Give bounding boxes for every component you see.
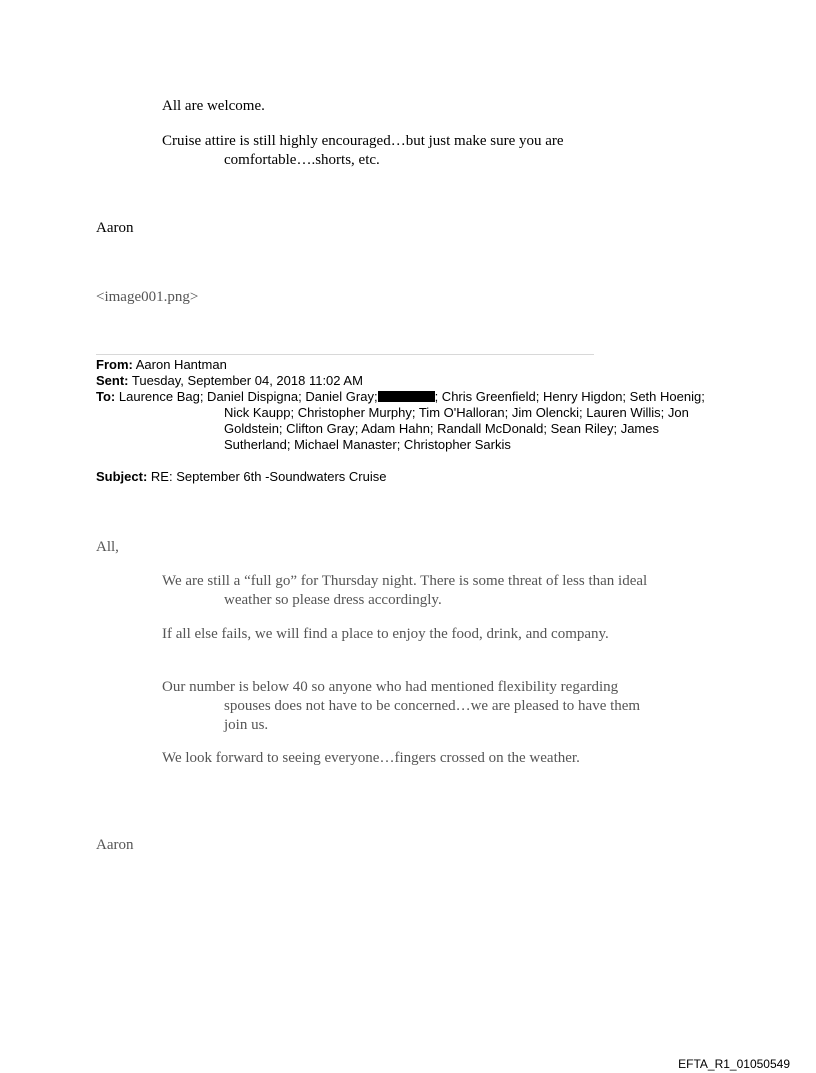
from-label: From: xyxy=(96,357,133,372)
subject-value: RE: September 6th -Soundwaters Cruise xyxy=(150,469,387,484)
document-id: EFTA_R1_01050549 xyxy=(678,1057,790,1071)
paragraph-all-else-fails: If all else fails, we will find a place to enjoy the food, drink, and company. xyxy=(162,626,609,642)
to-recipients-part2: ; Chris Greenfield; Henry Higdon; Seth Hoenig; Nick Kaupp; Christopher Murphy; Tim O'Halloran; Jim Olencki; Lauren Willis; Jon Goldstein; Clifton Gray; Adam Hahn; Randall McDonald; Sean Riley; James Sutherland; Michael Manaster; Christopher Sarkis xyxy=(224,389,705,452)
header-separator xyxy=(96,354,594,355)
paragraph-look-forward: We look forward to seeing everyone…fingers crossed on the weather. xyxy=(162,750,580,766)
header-sent-row xyxy=(96,373,363,389)
greeting: All, xyxy=(96,539,119,555)
to-label: To: xyxy=(96,389,116,404)
sent-value: Tuesday, September 04, 2018 11:02 AM xyxy=(131,373,363,388)
paragraph-all-welcome: All are welcome. xyxy=(162,98,265,114)
subject-label: Subject: xyxy=(96,469,148,484)
signature-aaron-lower: Aaron xyxy=(96,837,134,853)
header-subject-row xyxy=(96,469,386,485)
paragraph-number-below-40: Our number is below 40 so anyone who had mentioned flexibility regarding spouses does not have to be concerned…we are pleased to have them join us. xyxy=(162,679,641,733)
image-placeholder: <image001.png> xyxy=(96,289,199,305)
paragraph-cruise-attire: Cruise attire is still highly encouraged…but just make sure you are comfortable….shorts, etc. xyxy=(162,133,564,168)
from-value: Aaron Hantman xyxy=(135,357,227,372)
paragraph-full-go: We are still a “full go” for Thursday night. There is some threat of less than ideal weather so please dress accordingly. xyxy=(162,573,648,608)
signature-aaron-upper: Aaron xyxy=(96,220,134,236)
sent-label: Sent: xyxy=(96,373,129,388)
header-to-row xyxy=(96,389,724,453)
to-recipients-part1: Laurence Bag; Daniel Dispigna; Daniel Gray; xyxy=(118,389,378,404)
redaction-box xyxy=(378,391,435,402)
header-from-row xyxy=(96,357,227,373)
